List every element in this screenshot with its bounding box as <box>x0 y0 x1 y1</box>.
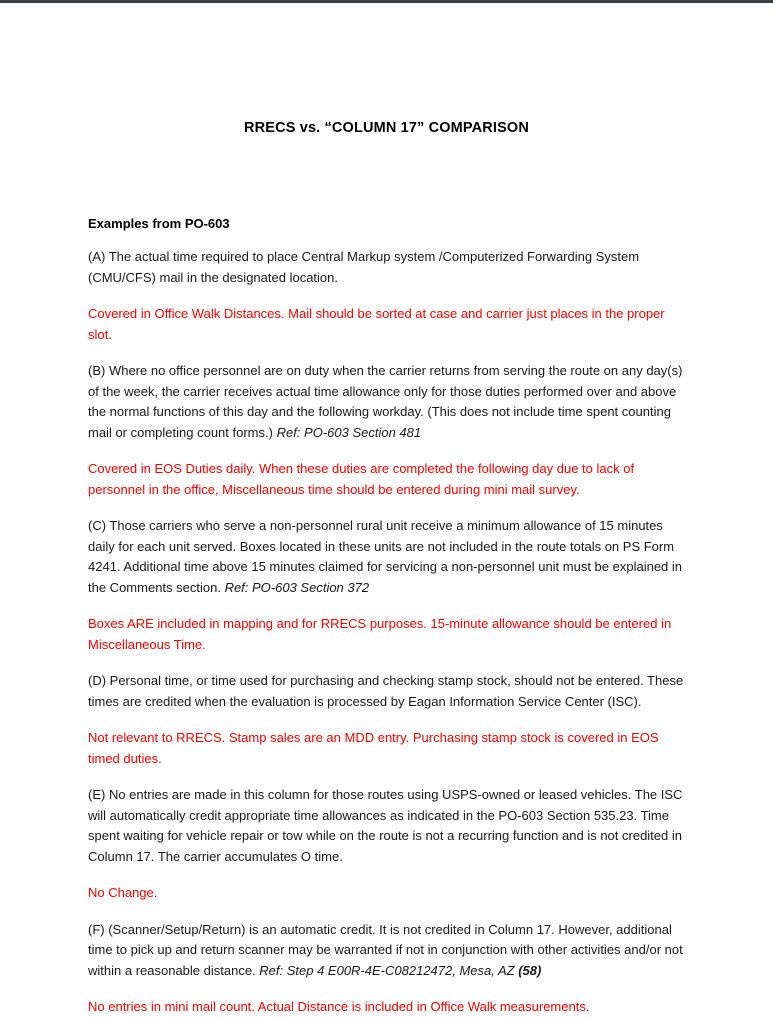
paragraph-reference: Ref: Step 4 E00R-4E-C08212472, Mesa, AZ <box>259 962 519 978</box>
paragraph-a-source <box>88 231 685 288</box>
section-heading-examples: Examples from PO-603 <box>88 216 230 231</box>
paragraph-f-source <box>88 904 685 982</box>
document-body <box>0 3 773 1018</box>
paragraph-text: Boxes ARE included in mapping and for RRECS purposes. 15-minute allowance should be entered in Miscellaneous Time. <box>88 616 672 652</box>
paragraph-reference-emphasis: (58) <box>518 962 542 978</box>
paragraph-f-comment <box>88 981 685 1018</box>
paragraph-text: (D) Personal time, or time used for purchasing and checking stamp stock, should not be entered. These times are credited when the evaluation is processed by Eagan Information Service Center (ISC). <box>88 673 684 709</box>
paragraph-text: No Change. <box>88 885 158 900</box>
paragraph-text: (C) Those carriers who serve a non-personnel rural unit receive a minimum allowance of 15 minutes daily for each unit served. Boxes located in these units are not included in the route totals on PS Form 4241. Additional time above 15 minutes claimed for servicing a non-personnel unit must be explained in the Comments section. <box>88 518 683 595</box>
paragraph-text: (A) The actual time required to place Central Markup system /Computerized Forwarding System (CMU/CFS) mail in the designated location. <box>88 249 640 285</box>
paragraph-a-comment <box>88 288 685 345</box>
paragraph-c-comment <box>88 598 685 655</box>
paragraph-reference: Ref: PO-603 Section 372 <box>224 579 370 595</box>
paragraph-d-source <box>88 655 685 712</box>
paragraph-text: (E) No entries are made in this column for those routes using USPS-owned or leased vehicles. The ISC will automatically credit appropriate time allowances as indicated in the PO-603 Section 535.23. Time spent waiting for vehicle repair or tow while on the route is not a recurring function and is not credited in Column 17. The carrier accumulates O time. <box>88 787 683 864</box>
paragraph-text: Covered in Office Walk Distances. Mail should be sorted at case and carrier just places in the proper slot. <box>88 306 665 342</box>
paragraph-text: No entries in mini mail count. Actual Distance is included in Office Walk measurements. <box>88 999 590 1014</box>
paragraph-e-comment <box>88 867 685 904</box>
paragraph-d-comment <box>88 712 685 769</box>
paragraph-text: (B) Where no office personnel are on duty when the carrier returns from serving the route on any day(s) of the week, the carrier receives actual time allowance only for those duties performed over and above the normal functions of this day and the following workday. (This does not include time spent counting mail or completing count forms.) <box>88 363 683 440</box>
page-title: RRECS vs. “COLUMN 17” COMPARISON <box>244 120 529 136</box>
paragraph-b-comment <box>88 443 685 500</box>
paragraph-b-source <box>88 345 685 443</box>
paragraph-text: Covered in EOS Duties daily. When these duties are completed the following day due to lack of personnel in the office, Miscellaneous time should be entered during mini mail survey. <box>88 461 635 497</box>
paragraph-list <box>88 231 685 1018</box>
paragraph-text: Not relevant to RRECS. Stamp sales are an MDD entry. Purchasing stamp stock is covered in EOS timed duties. <box>88 730 659 766</box>
paragraph-c-source <box>88 500 685 598</box>
paragraph-text: (F) (Scanner/Setup/Return) is an automatic credit. It is not credited in Column 17. However, additional time to pick up and return scanner may be warranted if not in conjunction with other activities and/or not within a reasonable distance. <box>88 921 683 978</box>
paragraph-e-source <box>88 769 685 867</box>
paragraph-reference: Ref: PO-603 Section 481 <box>276 424 422 440</box>
